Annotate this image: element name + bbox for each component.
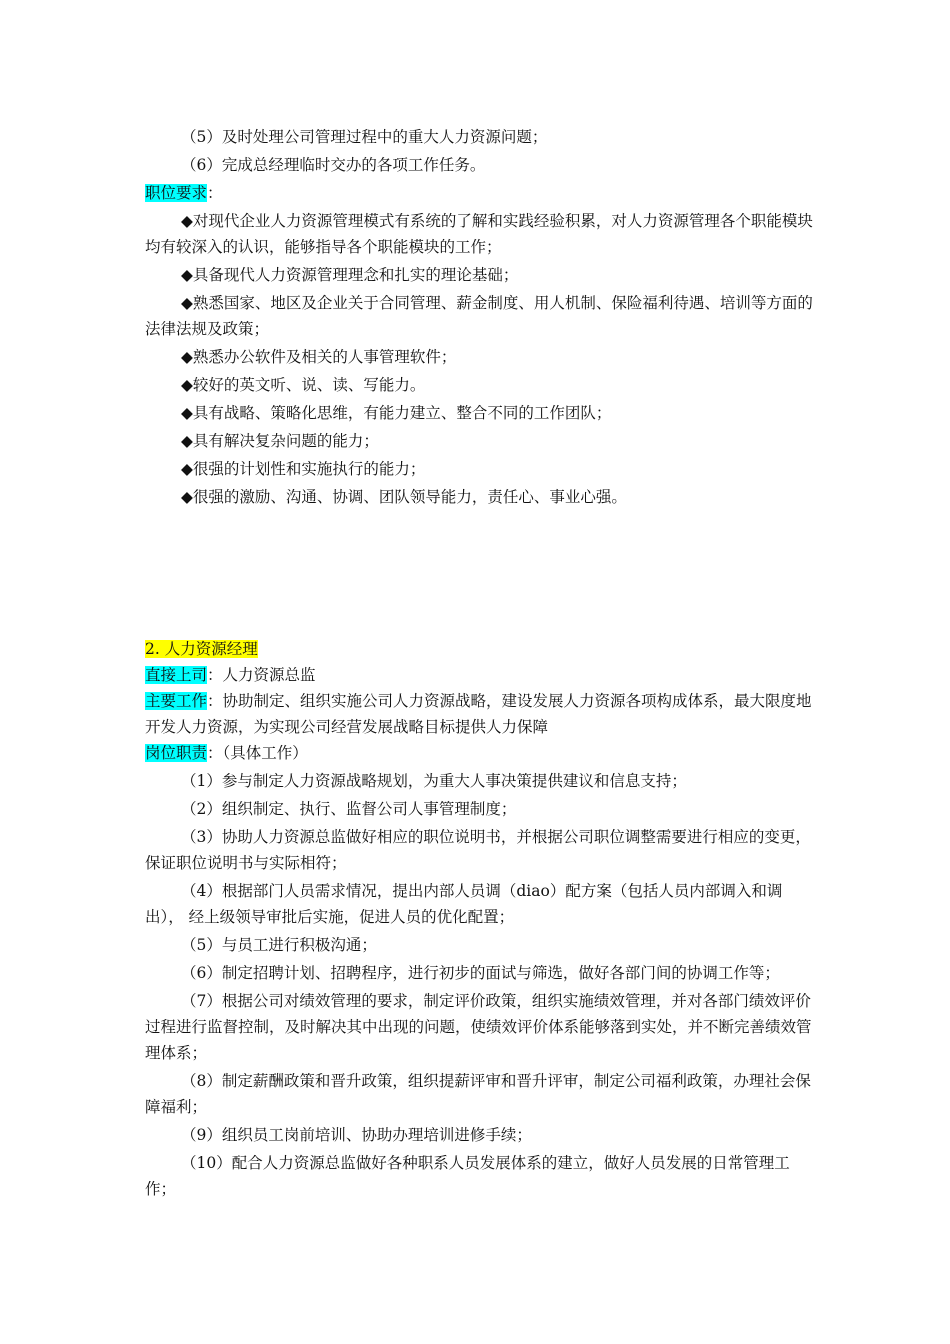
requirement-item: ◆具有战略、策略化思维，有能力建立、整合不同的工作团队； (181, 404, 612, 422)
section-title-text: 2. 人力资源经理 (145, 640, 258, 658)
duties-value: ：（具体工作） (207, 744, 308, 762)
main-work-label: 主要工作 (145, 692, 208, 710)
duty-item: （5）及时处理公司管理过程中的重大人力资源问题； (181, 128, 548, 146)
duty-item: （6）完成总经理临时交办的各项工作任务。 (181, 156, 486, 174)
requirement-item: ◆对现代企业人力资源管理模式有系统的了解和实践经验积累，对人力资源管理各个职能模块均有较深入的认识，能够指导各个职能模块的工作； (145, 212, 813, 256)
requirement-item: ◆熟悉办公软件及相关的人事管理软件； (181, 348, 457, 366)
duty-item: （6）制定招聘计划、招聘程序，进行初步的面试与筛选，做好各部门间的协调工作等； (181, 964, 780, 982)
document-body (145, 124, 813, 1202)
requirement-item: ◆很强的激励、沟通、协调、团队领导能力，责任心、事业心强。 (181, 488, 627, 506)
requirement-item: ◆较好的英文听、说、读、写能力。 (181, 376, 426, 394)
requirements-heading (145, 180, 813, 206)
supervisor-value: ：人力资源总监 (207, 666, 316, 684)
requirement-item: ◆具备现代人力资源管理理念和扎实的理论基础； (181, 266, 519, 284)
section-title (145, 636, 813, 662)
requirement-item: ◆具有解决复杂问题的能力； (181, 432, 379, 450)
main-work-value: ：协助制定、组织实施公司人力资源战略，建设发展人力资源各项构成体系，最大限度地开发人力资源，为实现公司经营发展战略目标提供人力保障 (145, 692, 812, 736)
duty-item: （8）制定薪酬政策和晋升政策，组织提薪评审和晋升评审，制定公司福利政策，办理社会保障福利； (145, 1072, 811, 1116)
duty-item: （3）协助人力资源总监做好相应的职位说明书，并根据公司职位调整需要进行相应的变更，保证职位说明书与实际相符； (145, 828, 811, 872)
duty-item: （4）根据部门人员需求情况，提出内部人员调（diao）配方案（包括人员内部调入和调出）， 经上级领导审批后实施，促进人员的优化配置； (145, 882, 783, 926)
main-work-line (145, 688, 813, 740)
duties-label: 岗位职责 (145, 744, 208, 762)
duty-item: （9）组织员工岗前培训、协助办理培训进修手续； (181, 1126, 532, 1144)
duty-item: （5）与员工进行积极沟通； (181, 936, 377, 954)
duties-heading (145, 740, 813, 766)
requirements-label: 职位要求 (145, 184, 208, 202)
requirement-item: ◆很强的计划性和实施执行的能力； (181, 460, 426, 478)
duty-item: （1）参与制定人力资源战略规划，为重大人事决策提供建议和信息支持； (181, 772, 687, 790)
supervisor-label: 直接上司 (145, 666, 208, 684)
supervisor-line (145, 662, 813, 688)
requirement-item: ◆熟悉国家、地区及企业关于合同管理、薪金制度、用人机制、保险福利待遇、培训等方面的法律法规及政策； (145, 294, 813, 338)
duty-item: （7）根据公司对绩效管理的要求，制定评价政策，组织实施绩效管理，并对各部门绩效评价过程进行监督控制，及时解决其中出现的问题，使绩效评价体系能够落到实处，并不断完善绩效管理体系； (145, 992, 812, 1062)
requirements-colon: ： (207, 184, 223, 202)
duty-item: （10）配合人力资源总监做好各种职系人员发展体系的建立，做好人员发展的日常管理工作； (145, 1154, 790, 1198)
section-hr-manager (145, 636, 813, 1202)
duty-item: （2）组织制定、执行、监督公司人事管理制度； (181, 800, 517, 818)
